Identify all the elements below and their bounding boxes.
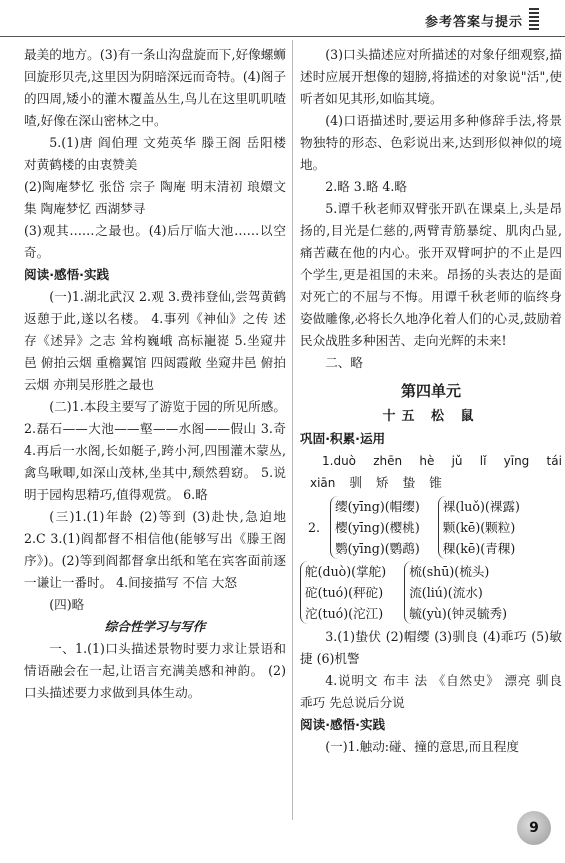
- left-part-2: (二)1.本段主要写了游览于园的所见所感。 2.磊石——大池——壑——水阁——假山 3.奇 4.再后一水阁,长如艇子,跨小河,四围灌木蒙丛,禽鸟啾唧,如深山茂林,坐其中,颓然碧窈。 5.说明于园构思精巧,值得观赏。 6.略: [24, 399, 286, 502]
- pinyin-item: hè: [419, 454, 435, 468]
- lesson-title: 十五 松 鼠: [382, 409, 480, 424]
- q2-item: 樱(yīng)(樱桃): [335, 520, 420, 535]
- pinyin-row: [300, 450, 562, 472]
- q2-brace-d: [404, 561, 507, 624]
- right-reading-1: (一)1.触动:碰、撞的意思,而且程度: [325, 739, 519, 754]
- page-header: [0, 0, 565, 40]
- pinyin-item: 1.duò: [322, 454, 357, 468]
- q2-brace-c: [300, 561, 386, 624]
- page-number: 9: [517, 811, 551, 845]
- q2-item: 裸(luǒ)(裸露): [442, 499, 520, 514]
- hanzi-item: 蛰: [402, 475, 416, 490]
- left-q5-2: (2)陶庵梦忆 张岱 宗子 陶庵 明末清初 琅嬛文集 陶庵梦忆 西湖梦寻: [24, 179, 286, 216]
- pinyin-item: jǔ: [451, 454, 463, 468]
- left-part-1: (一)1.湖北武汉 2.观 3.费祎登仙,尝驾黄鹤返憩于此,遂以名楼。 4.事列《神仙》之传 述存《述异》之志 耸构巍峨 高标巃嵸 5.坐窥井邑 俯拍云烟 重檐翼馆 四闼霞敞 坐窥井邑 俯拍云烟 亦荆吴形胜之最也: [24, 289, 286, 392]
- right-section-reading: 阅读·感悟·实践: [300, 717, 386, 732]
- left-column: [24, 44, 286, 704]
- q2-item: 鹦(yīng)(鹦鹉): [335, 541, 420, 556]
- left-subhead-writing: 综合性学习与写作: [104, 619, 206, 634]
- q2-group-1: [300, 496, 562, 559]
- left-q5-3: (3)观其……之最也。(4)后厅临大池……以空奇。: [24, 223, 286, 260]
- hanzi-item: 驯: [349, 475, 362, 490]
- left-part-4: (四)略: [49, 597, 85, 612]
- header-bars-icon: [529, 8, 539, 30]
- q2-label: 2.: [308, 519, 321, 535]
- left-section-reading: 阅读·感悟·实践: [24, 267, 110, 282]
- pinyin-item: yīng: [503, 454, 530, 468]
- q2-item: 砣(tuó)(秤砣): [305, 585, 384, 600]
- hanzi-item: 锥: [429, 475, 442, 490]
- q2-item: 毓(yù)(钟灵毓秀): [409, 606, 508, 621]
- q2-item: 舵(duò)(掌舵): [305, 564, 387, 579]
- left-writing-1: 一、1.(1)口头描述景物时要力求让景语和情语融会在一起,让语言充满美感和神韵。 (2)口头描述要力求做到具体生动。: [24, 641, 286, 700]
- right-q4: 4.说明文 布丰 法 《自然史》 漂亮 驯良 乖巧 先总说后分说: [300, 673, 562, 710]
- q2-brace-b: [438, 496, 520, 559]
- right-paragraph-3: 2.略 3.略 4.略: [325, 179, 408, 194]
- left-q5-1: 5.(1)唐 阎伯理 文苑英华 滕王阁 岳阳楼 对黄鹤楼的由衷赞美: [24, 135, 286, 172]
- q2-item: 沱(tuó)(沱江): [305, 606, 384, 621]
- pinyin-item: lǐ: [479, 454, 487, 468]
- right-paragraph-4: 5.谭千秋老师双臂张开趴在课桌上,头是昂扬的,目光是仁慈的,两臂青筋暴绽、肌肉凸显,痛苦藏在他的内心。张开双臂呵护的不止是四个学生,更是祖国的未来。昂扬的头表达的是面对死亡的不屈与不悔。用谭千秋老师的临终身姿做雕像,必将长久地净化着人们的心灵,鼓励着民众战胜多种困苦、走向光辉的未来!: [300, 201, 562, 348]
- column-divider: [292, 40, 293, 820]
- unit-title: 第四单元: [400, 382, 461, 400]
- q2-brace-a: [330, 496, 420, 559]
- q2-item: 稞(kē)(青稞): [442, 541, 516, 556]
- q2-group-2: [300, 561, 562, 624]
- header-title: 参考答案与提示: [424, 15, 523, 30]
- pinyin-item: xiān: [310, 476, 336, 490]
- left-part-3: (三)1.(1)年龄 (2)等到 (3)赴快,急迫地 2.C 3.(1)阎都督不相信他(能够写出《滕王阁序》)。(2)等到阎都督拿出纸和笔在宾客面前逐一谦让一番时。 4.间接描写 不信 大怒: [24, 509, 286, 590]
- hanzi-item: 矫: [376, 475, 389, 490]
- q2-item: 缨(yīng)(帽缨): [335, 499, 420, 514]
- pinyin-item: zhēn: [373, 454, 403, 468]
- q2-item: 流(liú)(流水): [409, 585, 483, 600]
- right-q3: 3.(1)蛰伏 (2)帽缨 (3)驯良 (4)乖巧 (5)敏捷 (6)机警: [300, 629, 562, 666]
- header-rule: [0, 36, 565, 37]
- q2-item: 颗(kē)(颗粒): [442, 520, 516, 535]
- hanzi-row: [300, 472, 562, 494]
- right-paragraph-2: (4)口语描述时,要运用多种修辞手法,将景物独特的形态、色彩说出来,达到形似神似的境地。: [300, 113, 562, 172]
- left-paragraph-1: 最美的地方。(3)有一条山沟盘旋而下,好像螺蛳回旋形贝壳,这里因为阴暗深远而奇特。(4)阁子的四周,矮小的灌木覆盖丛生,鸟儿在这里叽叽喳喳,好像在深山密林之中。: [24, 47, 286, 128]
- pinyin-item: tái: [546, 454, 562, 468]
- right-column: [300, 44, 562, 758]
- right-paragraph-1: (3)口头描述应对所描述的对象仔细观察,描述时应展开想像的翅膀,将描述的对象说"活",使听者如见其形,如临其境。: [300, 47, 562, 106]
- right-paragraph-5: 二、略: [325, 355, 363, 370]
- q2-item: 梳(shū)(梳头): [409, 564, 490, 579]
- right-section-consolidate: 巩固·积累·运用: [300, 431, 386, 446]
